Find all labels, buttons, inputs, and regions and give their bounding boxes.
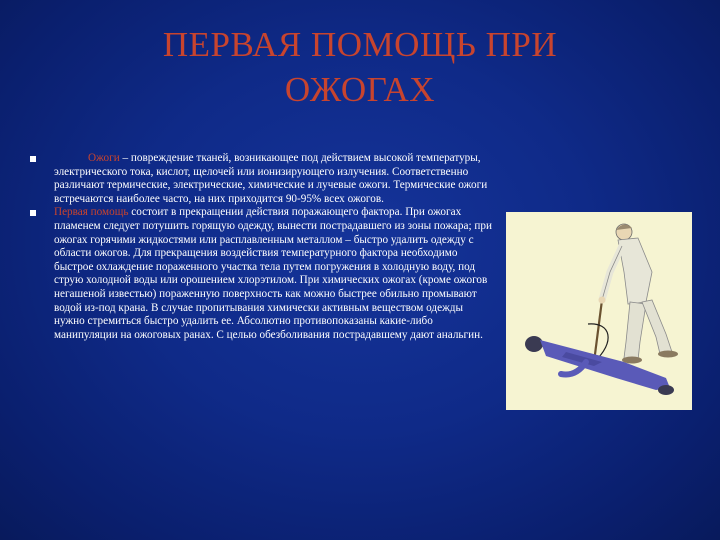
title-line-1: ПЕРВАЯ ПОМОЩЬ ПРИ [162, 25, 558, 64]
slide-title [60, 22, 660, 112]
bullet-item-burns-definition [30, 152, 492, 206]
bullet-text: состоит в прекращении действия поражающего фактора. При ожогах пламенем следует потушить горящую одежду, вынести пострадавшего из зоны пожара; при ожогах горячими жидкостями или расплавленным металлом – быстро удалить одежду с области ожогов. Для прекращения воздействия температурного фактора необходимо быстрое охлаждение пораженного участка тела путем погружения в холодную воду, под струю холодной воды или орошением хлорэтилом. При химических ожогах (кроме ожогов негашеной известью) пораженную поверхность как можно быстрее обильно промывают водой из-под крана. В случае пропитывания химически активным веществом одежды нужно стремиться быстро удалить ее. Абсолютно противопоказаны какие-либо манипуляции на ожоговых ранах. С целью обезболивания пострадавшему дают анальгин. [54, 206, 492, 341]
bullet-paragraph [54, 152, 492, 206]
highlight-term: Первая помощь [54, 206, 129, 219]
bullet-text: – повреждение тканей, возникающее под действием высокой температуры, электрического тока, кислот, щелочей или ионизирующего излучения. Соответственно различают термические, электрические, химические и лучевые ожоги. Термические ожоги встречаются наиболее часто, на них приходится 90-95% всех ожогов. [54, 152, 488, 205]
highlight-term: Ожоги [88, 152, 120, 164]
slide-body [30, 152, 492, 342]
rescue-pulling-victim-icon [506, 212, 692, 410]
title-line-2: ОЖОГАХ [284, 70, 436, 109]
bullet-paragraph [54, 206, 492, 342]
square-bullet-icon [30, 210, 36, 216]
bullet-item-first-aid [30, 206, 492, 342]
rescue-illustration [506, 212, 692, 410]
square-bullet-icon [30, 156, 36, 162]
